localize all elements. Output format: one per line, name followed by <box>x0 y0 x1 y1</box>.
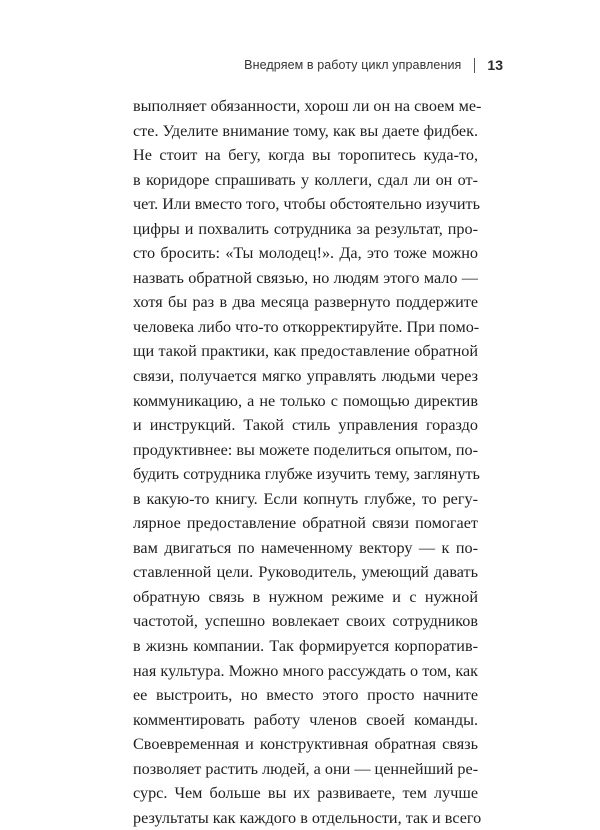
text-line: частотой, успешно вовлекает своих сотрудников <box>133 612 478 631</box>
text-line: щи такой практики, как предоставление обратной <box>133 342 478 361</box>
text-line: назвать обратной связью, но людям этого мало — <box>133 268 478 287</box>
text-line: в коридоре спрашивать у коллеги, сдал ли он от- <box>133 170 478 189</box>
text-line: человека либо что-то откорректируйте. При помо- <box>133 317 480 336</box>
text-line: будить сотрудника глубже изучить тему, заглянуть <box>133 465 480 484</box>
text-line: сурс. Чем больше вы их развиваете, тем лучше <box>133 784 478 803</box>
text-line: связи, получается мягко управлять людьми через <box>133 367 478 386</box>
text-line: вам двигаться по намеченному вектору — к по- <box>133 538 478 557</box>
text-line: продуктивнее: вы можете поделиться опытом, по- <box>133 440 478 459</box>
running-header <box>244 57 503 73</box>
text-line: ставленной цели. Руководитель, умеющий давать <box>133 563 478 582</box>
text-line: результаты как каждого в отдельности, так и всего <box>133 808 482 827</box>
body-text <box>133 94 482 830</box>
text-line: ее выстроить, но вместо этого просто начните <box>133 686 478 705</box>
running-title: Внедряем в работу цикл управления <box>244 58 462 72</box>
text-line: выполняет обязанности, хорош ли он на своем ме- <box>133 97 482 115</box>
text-line: сто бросить: «Ты молодец!». Да, это тоже можно <box>133 244 478 263</box>
text-line: обратную связь в нужном режиме и с нужной <box>133 587 478 606</box>
text-line: комментировать работу членов своей команды. <box>133 710 478 729</box>
text-line: сте. Уделите внимание тому, как вы даете фидбек. <box>133 121 478 140</box>
text-line: хотя бы раз в два месяца развернуто поддержите <box>133 293 478 312</box>
text-line: цифры и похвалить сотрудника за результат, про- <box>133 219 478 238</box>
text-line: и инструкций. Такой стиль управления гораздо <box>133 416 478 435</box>
text-line: позволяет растить людей, а они — ценнейший ре- <box>133 759 479 778</box>
text-line: чет. Или вместо того, чтобы обстоятельно изучить <box>133 195 480 214</box>
text-line: Своевременная и конструктивная обратная связь <box>133 735 478 754</box>
header-divider <box>474 58 475 73</box>
text-line: Не стоит на бегу, когда вы торопитесь куда-то, <box>133 146 478 165</box>
text-line: лярное предоставление обратной связи помогает <box>133 514 478 533</box>
text-line: коммуникацию, а не только с помощью директив <box>133 391 478 410</box>
page-number: 13 <box>487 57 503 73</box>
text-line: ная культура. Можно много рассуждать о том, как <box>133 661 478 680</box>
text-line: в какую-то книгу. Если копнуть глубже, то регу- <box>133 489 478 508</box>
text-line: в жизнь компании. Так формируется корпоратив- <box>133 637 478 656</box>
